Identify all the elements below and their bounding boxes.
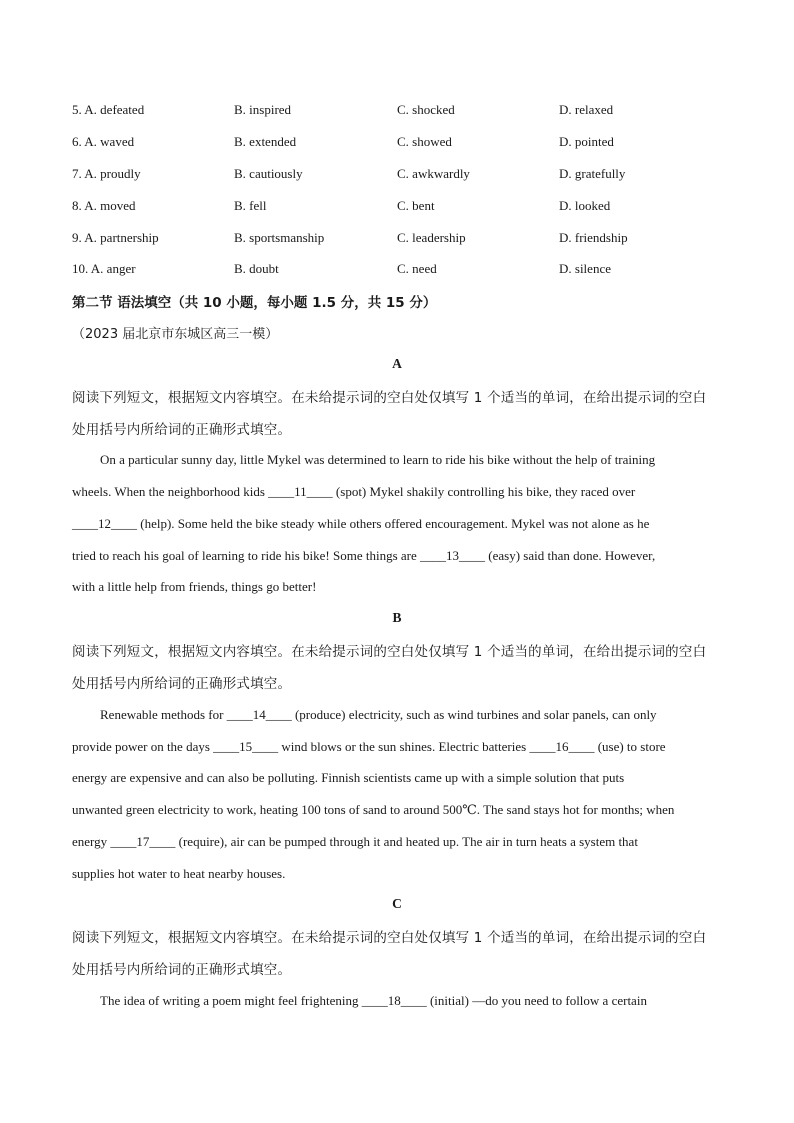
option-c: C. need	[397, 261, 437, 276]
passage-line: with a little help from friends, things go better!	[72, 579, 317, 594]
option-c: C. bent	[397, 198, 435, 213]
option-a: 8. A. moved	[72, 198, 136, 213]
option-b: B. fell	[234, 198, 267, 213]
option-c: C. leadership	[397, 230, 466, 245]
option-d: D. gratefully	[559, 166, 626, 181]
instruction-line-2: 处用括号内所给词的正确形式填空。	[72, 422, 292, 438]
option-b: B. cautiously	[234, 166, 303, 181]
option-a: 5. A. defeated	[72, 102, 145, 117]
passage-line: provide power on the days ____15____ wind blows or the sun shines. Electric batteries ____16____ (use) to store	[72, 739, 666, 754]
option-d: D. pointed	[559, 134, 614, 149]
option-b: B. extended	[234, 134, 297, 149]
option-c: C. showed	[397, 134, 452, 149]
passage-line: unwanted green electricity to work, heating 100 tons of sand to around 500℃. The sand stays hot for months; when	[72, 802, 675, 817]
option-a: 9. A. partnership	[72, 230, 159, 245]
passage-line: energy are expensive and can also be polluting. Finnish scientists came up with a simple solution that puts	[72, 770, 625, 785]
option-row-5	[72, 100, 732, 120]
option-row-7	[72, 164, 732, 184]
passage-line: energy ____17____ (require), air can be pumped through it and heated up. The air in turn heats a system that	[72, 834, 638, 849]
passage-line: Renewable methods for ____14____ (produce) electricity, such as wind turbines and solar panels, can only	[100, 707, 657, 722]
option-row-9	[72, 228, 732, 248]
option-b: B. sportsmanship	[234, 230, 325, 245]
passage-line: On a particular sunny day, little Mykel was determined to learn to ride his bike without the help of training	[100, 452, 656, 467]
instruction-line-1: 阅读下列短文，根据短文内容填空。在未给提示词的空白处仅填写 1 个适当的单词，在给出提示词的空白	[72, 930, 707, 946]
source-note: （2023 届北京市东城区高三一模）	[72, 327, 279, 342]
option-d: D. friendship	[559, 230, 628, 245]
instruction-b	[72, 636, 724, 700]
option-d: D. looked	[559, 198, 611, 213]
option-row-10	[72, 259, 732, 279]
passage-line: tried to reach his goal of learning to ride his bike! Some things are ____13____ (easy) said than done. However,	[72, 548, 656, 563]
passage-label-a: A	[392, 356, 402, 371]
instruction-line-1: 阅读下列短文，根据短文内容填空。在未给提示词的空白处仅填写 1 个适当的单词，在给出提示词的空白	[72, 644, 707, 660]
option-a: 7. A. proudly	[72, 166, 141, 181]
option-a: 10. A. anger	[72, 261, 136, 276]
passage-line: The idea of writing a poem might feel frightening ____18____ (initial) —do you need to follow a certain	[100, 993, 647, 1008]
option-d: D. silence	[559, 261, 611, 276]
option-a: 6. A. waved	[72, 134, 135, 149]
option-b: B. doubt	[234, 261, 279, 276]
passage-label-b: B	[392, 610, 402, 625]
instruction-line-2: 处用括号内所给词的正确形式填空。	[72, 676, 292, 692]
option-row-6	[72, 132, 732, 152]
option-row-8	[72, 196, 732, 216]
passage-line: ____12____ (help). Some held the bike steady while others offered encouragement. Mykel was not alone as he	[72, 516, 650, 531]
instruction-c	[72, 922, 724, 986]
section-title: 第二节 语法填空（共 10 小题，每小题 1.5 分，共 15 分）	[72, 295, 437, 311]
instruction-line-2: 处用括号内所给词的正确形式填空。	[72, 962, 292, 978]
instruction-line-1: 阅读下列短文，根据短文内容填空。在未给提示词的空白处仅填写 1 个适当的单词，在给出提示词的空白	[72, 390, 707, 406]
passage-label-c: C	[392, 896, 402, 911]
instruction-a	[72, 382, 724, 446]
option-b: B. inspired	[234, 102, 292, 117]
passage-line: supplies hot water to heat nearby houses.	[72, 866, 286, 881]
option-c: C. awkwardly	[397, 166, 470, 181]
option-c: C. shocked	[397, 102, 455, 117]
option-d: D. relaxed	[559, 102, 614, 117]
passage-line: wheels. When the neighborhood kids ____11____ (spot) Mykel shakily controlling his bike, they raced over	[72, 484, 636, 499]
